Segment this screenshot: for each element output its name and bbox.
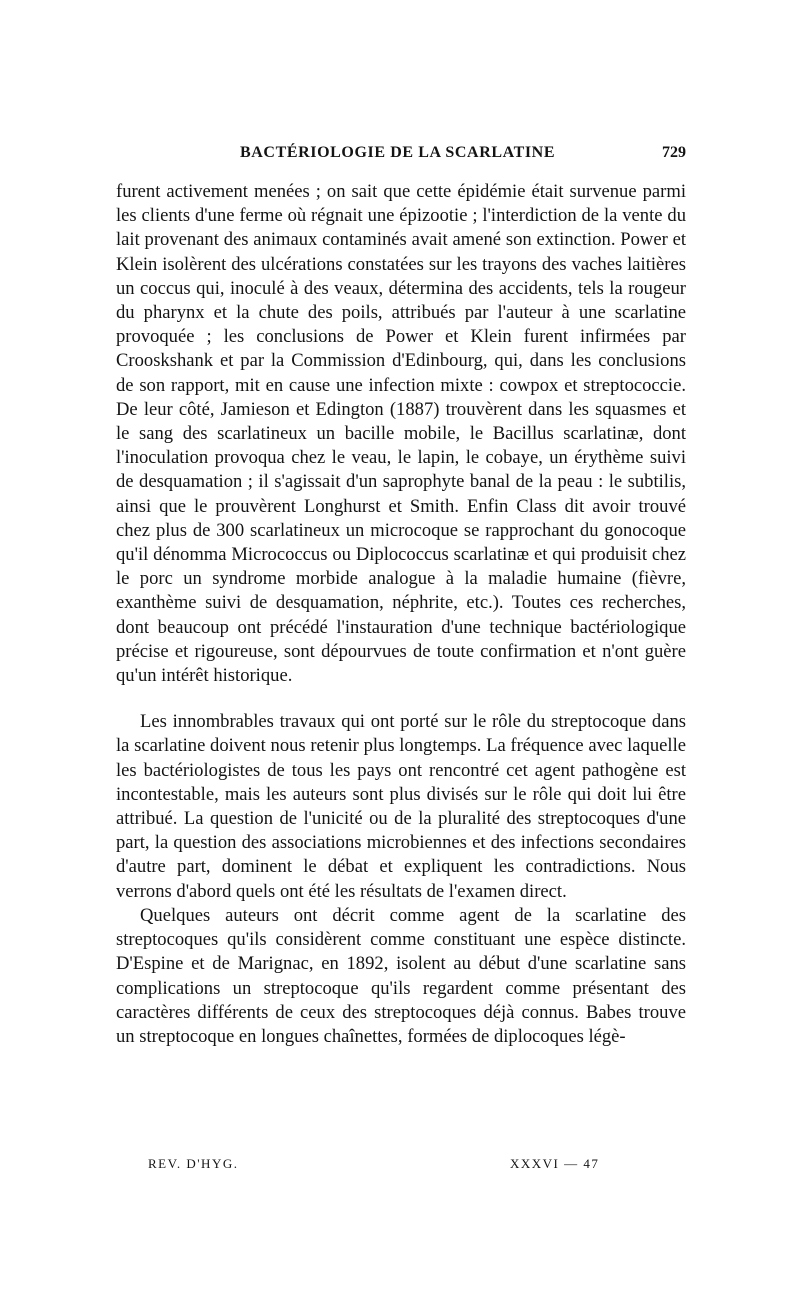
journal-abbreviation: REV. D'HYG.	[148, 1156, 239, 1171]
paragraph: furent activement menées ; on sait que cette épidémie était survenue parmi les clients d'une ferme où régnait une épizootie ; l'interdiction de la vente du lait provenant des animaux contaminés avait amené son extinction. Power et Klein isolèrent des ulcérations constatées sur les trayons des vaches laitières un coccus qui, inoculé à des veaux, détermina des accidents, tels la rougeur du pharynx et la chute des poils, attribués par l'auteur à une scarlatine provoquée ; les conclusions de Power et Klein furent infirmées par Crooskshank et par la Commission d'Edinbourg, qui, dans les conclusions de son rapport, mit en cause une infection mixte : cowpox et streptococcie. De leur côté, Jamieson et Edington (1887) trouvèrent dans les squasmes et le sang des scarlatineux un bacille mobile, le Bacillus scarlatinæ, dont l'inoculation provoqua chez le veau, le lapin, le cobaye, un érythème suivi de desquamation ; il s'agissait d'un saprophyte banal de la peau : le subtilis, ainsi que le prouvèrent Longhurst et Smith. Enfin Class dit avoir trouvé chez plus de 300 scarlatineux un microcoque se rapprochant du gonocoque qu'il dénomma Micrococcus ou Diplococcus scarlatinæ et qui produisit chez le porc un syndrome morbide analogue à la maladie humaine (fièvre, exanthème suivi de desquamation, néphrite, etc.). Toutes ces recherches, dont beaucoup ont précédé l'instauration d'une technique bactériologique précise et rigoureuse, sont dépourvues de toute confirmation et n'ont guère qu'un intérêt historique.	[116, 181, 686, 687]
paragraph: Les innombrables travaux qui ont porté sur le rôle du streptocoque dans la scarlatine doivent nous retenir plus longtemps. La fréquence avec laquelle les bactériologistes de tous les pays ont rencontré cet agent pathogène est incontestable, mais les auteurs sont plus divisés sur le rôle qui doit lui être attribué. La question de l'unicité ou de la pluralité des streptocoques d'une part, la question des associations microbiennes et des infections secondaires d'autre part, dominent le débat et expliquent les contradictions. Nous verrons d'abord quels ont été les résultats de l'examen direct.	[116, 711, 686, 902]
body-text	[116, 180, 686, 1049]
page-number: 729	[662, 144, 686, 161]
paragraph: Quelques auteurs ont décrit comme agent de la scarlatine des streptocoques qu'ils considèrent comme constituant une espèce distincte. D'Espine et de Marignac, en 1892, isolent au début d'une scarlatine sans complications un streptocoque qu'ils regardent comme présentant des caractères différents de ceux des streptocoques déjà connus. Babes trouve un streptocoque en longues chaînettes, formées de diplocoques légè-	[116, 904, 686, 1047]
page-footer	[148, 1156, 628, 1176]
running-header	[116, 144, 686, 168]
running-title: BACTÉRIOLOGIE DE LA SCARLATINE	[240, 144, 556, 161]
signature-mark: XXXVI — 47	[510, 1156, 600, 1171]
